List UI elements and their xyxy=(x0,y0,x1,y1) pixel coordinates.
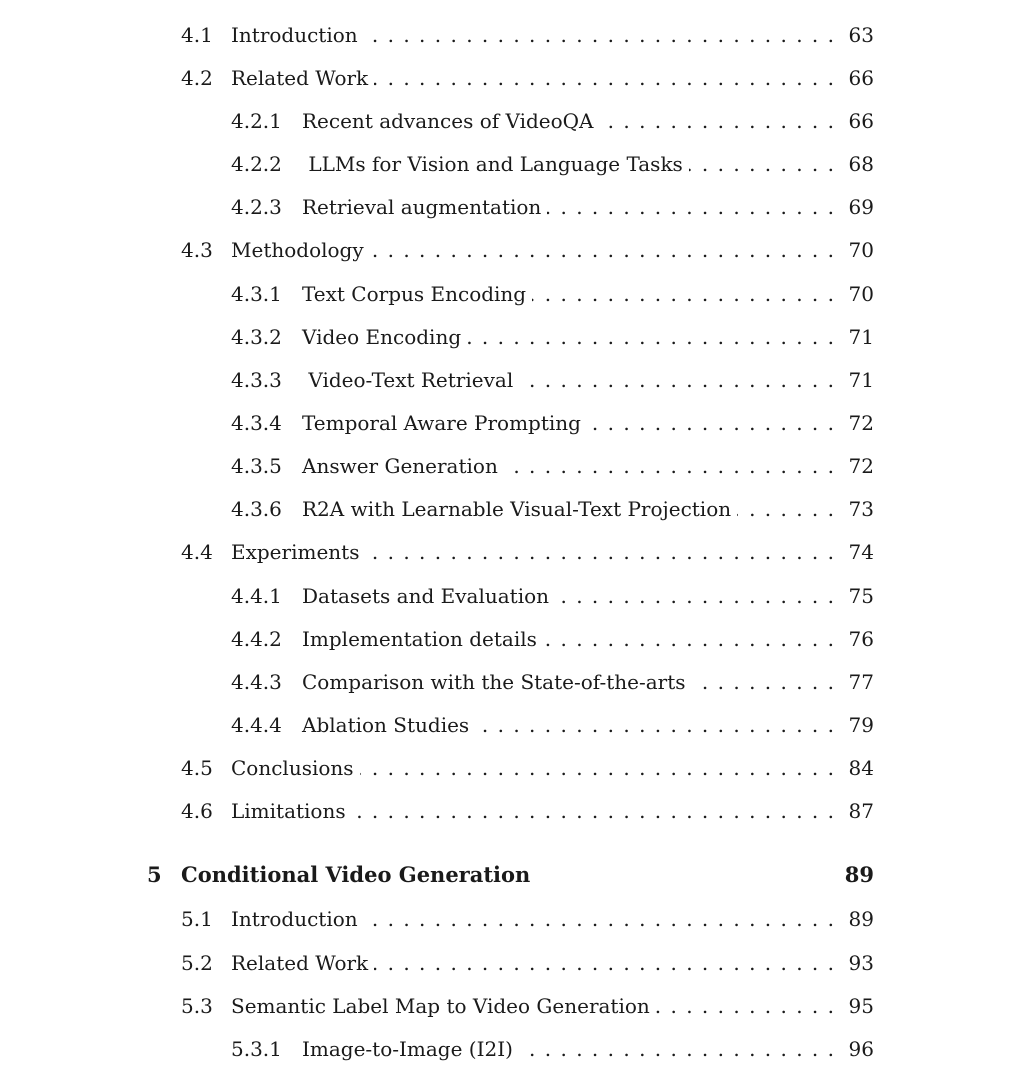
dot-leader xyxy=(467,323,844,351)
chapter-title: Conditional Video Generation xyxy=(181,862,531,887)
section-number: 4.6 xyxy=(181,799,213,823)
section-title: Conclusions xyxy=(231,756,354,780)
page-number: 95 xyxy=(848,994,874,1018)
page-number: 70 xyxy=(848,282,874,306)
toc-chapter-5[interactable] xyxy=(147,861,874,889)
section-number: 4.5 xyxy=(181,756,213,780)
subsection-number: 4.3.1 xyxy=(231,282,282,306)
toc-entry-5-3[interactable] xyxy=(181,992,874,1020)
dot-leader xyxy=(656,992,844,1020)
toc-entry-4-2-3[interactable] xyxy=(231,193,874,221)
dot-leader xyxy=(364,905,844,933)
page-number: 66 xyxy=(848,66,874,90)
toc-entry-4-3-6[interactable] xyxy=(231,495,874,523)
toc-entry-4-3-4[interactable] xyxy=(231,409,874,437)
toc-entry-4-3-3[interactable] xyxy=(231,366,874,394)
toc-entry-4-3-5[interactable] xyxy=(231,452,874,480)
dot-leader xyxy=(547,193,844,221)
dot-leader xyxy=(532,280,844,308)
toc-entry-4-4-4[interactable] xyxy=(231,711,874,739)
page-number: 71 xyxy=(848,368,874,392)
subsection-number: 4.2.2 xyxy=(231,152,282,176)
dot-leader xyxy=(370,236,844,264)
toc-entry-4-2[interactable] xyxy=(181,64,874,92)
subsection-title: Answer Generation xyxy=(302,454,498,478)
toc-entry-4-5[interactable] xyxy=(181,754,874,782)
section-number: 4.3 xyxy=(181,238,213,262)
page-number: 72 xyxy=(848,454,874,478)
toc-entry-4-4-1[interactable] xyxy=(231,582,874,610)
section-number: 4.1 xyxy=(181,23,213,47)
section-title: Related Work xyxy=(231,951,369,975)
subsection-number: 4.3.4 xyxy=(231,411,282,435)
section-number: 4.2 xyxy=(181,66,213,90)
page-number: 74 xyxy=(848,540,874,564)
toc-entry-4-2-2[interactable] xyxy=(231,150,874,178)
subsection-title: LLMs for Vision and Language Tasks xyxy=(302,152,683,176)
toc-entry-4-3-1[interactable] xyxy=(231,280,874,308)
subsection-number: 5.3.1 xyxy=(231,1037,282,1061)
toc-entry-5-1[interactable] xyxy=(181,905,874,933)
dot-leader xyxy=(600,107,844,135)
section-number: 4.4 xyxy=(181,540,213,564)
dot-leader xyxy=(737,495,844,523)
toc-entry-5-3-1[interactable] xyxy=(231,1035,874,1063)
dot-leader xyxy=(360,754,844,782)
page-number: 72 xyxy=(848,411,874,435)
page-number: 89 xyxy=(844,862,874,887)
subsection-number: 4.2.3 xyxy=(231,195,282,219)
section-title: Experiments xyxy=(231,540,360,564)
subsection-title: Text Corpus Encoding xyxy=(302,282,527,306)
subsection-number: 4.2.1 xyxy=(231,109,282,133)
dot-leader xyxy=(543,625,844,653)
subsection-title: Comparison with the State-of-the-arts xyxy=(302,670,686,694)
page-number: 73 xyxy=(848,497,874,521)
toc-entry-4-3-2[interactable] xyxy=(231,323,874,351)
subsection-number: 4.4.3 xyxy=(231,670,282,694)
subsection-title: Image-to-Image (I2I) xyxy=(302,1037,513,1061)
section-number: 5.1 xyxy=(181,907,213,931)
page-number: 76 xyxy=(848,627,874,651)
subsection-number: 4.3.6 xyxy=(231,497,282,521)
dot-leader xyxy=(519,366,844,394)
toc-entry-4-6[interactable] xyxy=(181,797,874,825)
page-number: 77 xyxy=(848,670,874,694)
toc-entry-4-4[interactable] xyxy=(181,538,874,566)
section-title: Introduction xyxy=(231,23,358,47)
dot-leader xyxy=(365,538,844,566)
section-title: Semantic Label Map to Video Generation xyxy=(231,994,650,1018)
subsection-number: 4.4.4 xyxy=(231,713,282,737)
toc-entry-4-2-1[interactable] xyxy=(231,107,874,135)
page-number: 70 xyxy=(848,238,874,262)
page-number: 84 xyxy=(848,756,874,780)
section-title: Introduction xyxy=(231,907,358,931)
page-number: 69 xyxy=(848,195,874,219)
toc-entry-4-4-3[interactable] xyxy=(231,668,874,696)
subsection-title: Video Encoding xyxy=(302,325,462,349)
page-number: 93 xyxy=(848,951,874,975)
section-title: Limitations xyxy=(231,799,346,823)
toc-entry-4-4-2[interactable] xyxy=(231,625,874,653)
dot-leader xyxy=(364,21,844,49)
subsection-number: 4.4.1 xyxy=(231,584,282,608)
dot-leader xyxy=(689,150,844,178)
subsection-title: Temporal Aware Prompting xyxy=(302,411,581,435)
subsection-title: Video-Text Retrieval xyxy=(302,368,514,392)
dot-leader xyxy=(504,452,844,480)
dot-leader xyxy=(587,409,844,437)
page-number: 68 xyxy=(848,152,874,176)
section-number: 5.3 xyxy=(181,994,213,1018)
subsection-title: R2A with Learnable Visual-Text Projection xyxy=(302,497,732,521)
toc-entry-5-2[interactable] xyxy=(181,949,874,977)
toc-entry-4-3[interactable] xyxy=(181,236,874,264)
subsection-number: 4.4.2 xyxy=(231,627,282,651)
page-number: 63 xyxy=(848,23,874,47)
page-number: 75 xyxy=(848,584,874,608)
page-number: 96 xyxy=(848,1037,874,1061)
subsection-title: Implementation details xyxy=(302,627,537,651)
subsection-number: 4.3.2 xyxy=(231,325,282,349)
dot-leader xyxy=(374,64,844,92)
page-number: 71 xyxy=(848,325,874,349)
dot-leader xyxy=(475,711,844,739)
section-title: Related Work xyxy=(231,66,369,90)
toc-entry-4-1[interactable] xyxy=(181,21,874,49)
section-title: Methodology xyxy=(231,238,364,262)
page-number: 79 xyxy=(848,713,874,737)
subsection-title: Ablation Studies xyxy=(302,713,470,737)
subsection-number: 4.3.5 xyxy=(231,454,282,478)
subsection-number: 4.3.3 xyxy=(231,368,282,392)
page-number: 66 xyxy=(848,109,874,133)
page-number: 87 xyxy=(848,799,874,823)
section-number: 5.2 xyxy=(181,951,213,975)
dot-leader xyxy=(374,949,844,977)
dot-leader xyxy=(692,668,844,696)
dot-leader xyxy=(555,582,844,610)
dot-leader xyxy=(519,1035,844,1063)
chapter-number: 5 xyxy=(147,862,162,887)
page-number: 89 xyxy=(848,907,874,931)
subsection-title: Recent advances of VideoQA xyxy=(302,109,594,133)
subsection-title: Retrieval augmentation xyxy=(302,195,542,219)
dot-leader xyxy=(352,797,844,825)
subsection-title: Datasets and Evaluation xyxy=(302,584,550,608)
